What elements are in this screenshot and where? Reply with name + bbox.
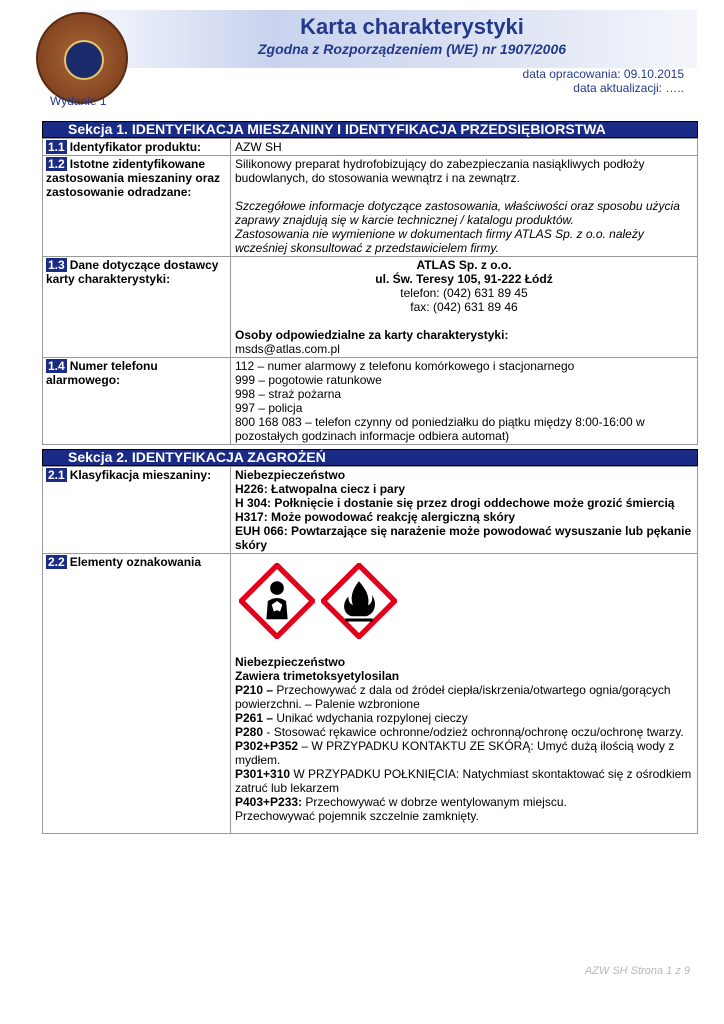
flame-icon: [321, 563, 397, 639]
section-2-title: Sekcja 2. IDENTYFIKACJA ZAGROŻEŃ: [42, 449, 698, 466]
num-2-2: 2.2: [48, 555, 65, 569]
hazard-h304: H 304: Połknięcie i dostanie się przez drogi oddechowe może grozić śmiercią: [235, 496, 675, 510]
edition: Wydanie 1: [50, 94, 107, 108]
company-name: ATLAS Sp. z o.o.: [416, 258, 512, 272]
num-1-2: 1.2: [48, 157, 65, 171]
section-2: [42, 449, 698, 834]
signal-word-classification: Niebezpieczeństwo: [235, 468, 346, 482]
doc-title: Karta charakterystyki: [300, 14, 524, 39]
hazard-euh066: EUH 066: Powtarzające się narażenie może powodować wysuszanie lub pękanie skóry: [235, 524, 692, 552]
prepared-date: data opracowania: 09.10.2015: [522, 67, 684, 81]
doc-subtitle: Zgodna z Rozporządzeniem (WE) nr 1907/2006: [257, 41, 567, 57]
company-fax: fax: (042) 631 89 46: [410, 300, 518, 314]
signal-word: Niebezpieczeństwo: [235, 655, 346, 669]
precaution-p210: P210 – Przechowywać z dala od źródeł ciepła/iskrzenia/otwartego ognia/gorących powierzchni. – Palenie wzbronione: [235, 683, 671, 711]
emergency-hotline: 800 168 083 – telefon czynny od poniedziałku do piątku między 8:00-16:00 w pozostałych godzinach informacje odbiera automat): [235, 415, 645, 443]
use-details: Szczegółowe informacje dotyczące zastosowania, właściwości oraz sposobu użycia zaprawy znajdują się w karcie technicznej / katalogu produktów.: [235, 199, 680, 227]
row-1-4: [43, 357, 697, 444]
use-description: Silikonowy preparat hydrofobizujący do zabezpieczania nasiąkliwych podłoży budowlanych, do stosowania wewnątrz i na zewnątrz.: [235, 157, 645, 185]
label-2-2: Elementy oznakowania: [69, 555, 202, 569]
label-1-4: Numer telefonu alarmowego:: [46, 359, 158, 387]
updated-date: data aktualizacji: …..: [573, 81, 684, 95]
num-2-1: 2.1: [48, 468, 65, 482]
value-1-1: AZW SH: [235, 140, 282, 154]
label-2-1: Klasyfikacja mieszaniny:: [69, 468, 212, 482]
hazard-h317: H317: Może powodować reakcję alergiczną skóry: [235, 510, 516, 524]
label-1-2: Istotne zidentyfikowane zastosowania mieszaniny oraz zastosowanie odradzane:: [46, 157, 221, 199]
company-phone: telefon: (042) 631 89 45: [400, 286, 528, 300]
hazard-h226: H226: Łatwopalna ciecz i pary: [235, 482, 406, 496]
emergency-999: 999 – pogotowie ratunkowe: [235, 373, 382, 387]
row-1-1: [43, 138, 697, 155]
health-hazard-icon: [239, 563, 315, 639]
section-1-title: Sekcja 1. IDENTYFIKACJA MIESZANINY I IDENTYFIKACJA PRZEDSIĘBIORSTWA: [42, 121, 698, 138]
emergency-998: 998 – straż pożarna: [235, 387, 342, 401]
emergency-112: 112 – numer alarmowy z telefonu komórkowego i stacjonarnego: [235, 359, 575, 373]
num-1-3: 1.3: [48, 258, 65, 272]
precaution-p233: Przechowywać pojemnik szczelnie zamknięty.: [235, 809, 479, 823]
row-2-1: [43, 466, 697, 553]
precaution-p301: P301+310 W PRZYPADKU POŁKNIĘCIA: Natychmiast skontaktować się z ośrodkiem zatruć lub lekarzem: [235, 767, 692, 795]
label-1-3: Dane dotyczące dostawcy karty charakterystyki:: [46, 258, 219, 286]
row-1-3: [43, 256, 697, 357]
page-footer: AZW SH Strona 1 z 9: [584, 965, 690, 977]
ghs-pictograms: [235, 555, 693, 639]
num-1-1: 1.1: [48, 140, 65, 154]
row-2-2: [43, 553, 697, 833]
label-1-1: Identyfikator produktu:: [69, 140, 202, 154]
contains-substance: Zawiera trimetoksyetylosilan: [235, 669, 400, 683]
contact-email: msds@atlas.com.pl: [235, 342, 340, 356]
use-other: Zastosowania nie wymienione w dokumentach firmy ATLAS Sp. z o.o. należy wcześniej skonsultować z przedstawicielem firmy.: [235, 227, 644, 255]
company-address: ul. Św. Teresy 105, 91-222 Łódź: [375, 272, 553, 286]
section-1: [42, 121, 698, 445]
num-1-4: 1.4: [48, 359, 65, 373]
precaution-p280: P280 - Stosować rękawice ochronne/odzież ochronną/ochronę oczu/ochronę twarzy.: [235, 725, 684, 739]
precaution-p302: P302+P352 – W PRZYPADKU KONTAKTU ZE SKÓRĄ: Umyć dużą ilością wody z mydłem.: [235, 739, 675, 767]
precaution-p261: P261 – Unikać wdychania rozpylonej cieczy: [235, 711, 468, 725]
row-1-2: [43, 155, 697, 256]
responsible-label: Osoby odpowiedzialne za karty charakterystyki:: [235, 328, 509, 342]
emergency-997: 997 – policja: [235, 401, 303, 415]
precaution-p403: P403+P233: Przechowywać w dobrze wentylowanym miejscu.: [235, 795, 567, 809]
